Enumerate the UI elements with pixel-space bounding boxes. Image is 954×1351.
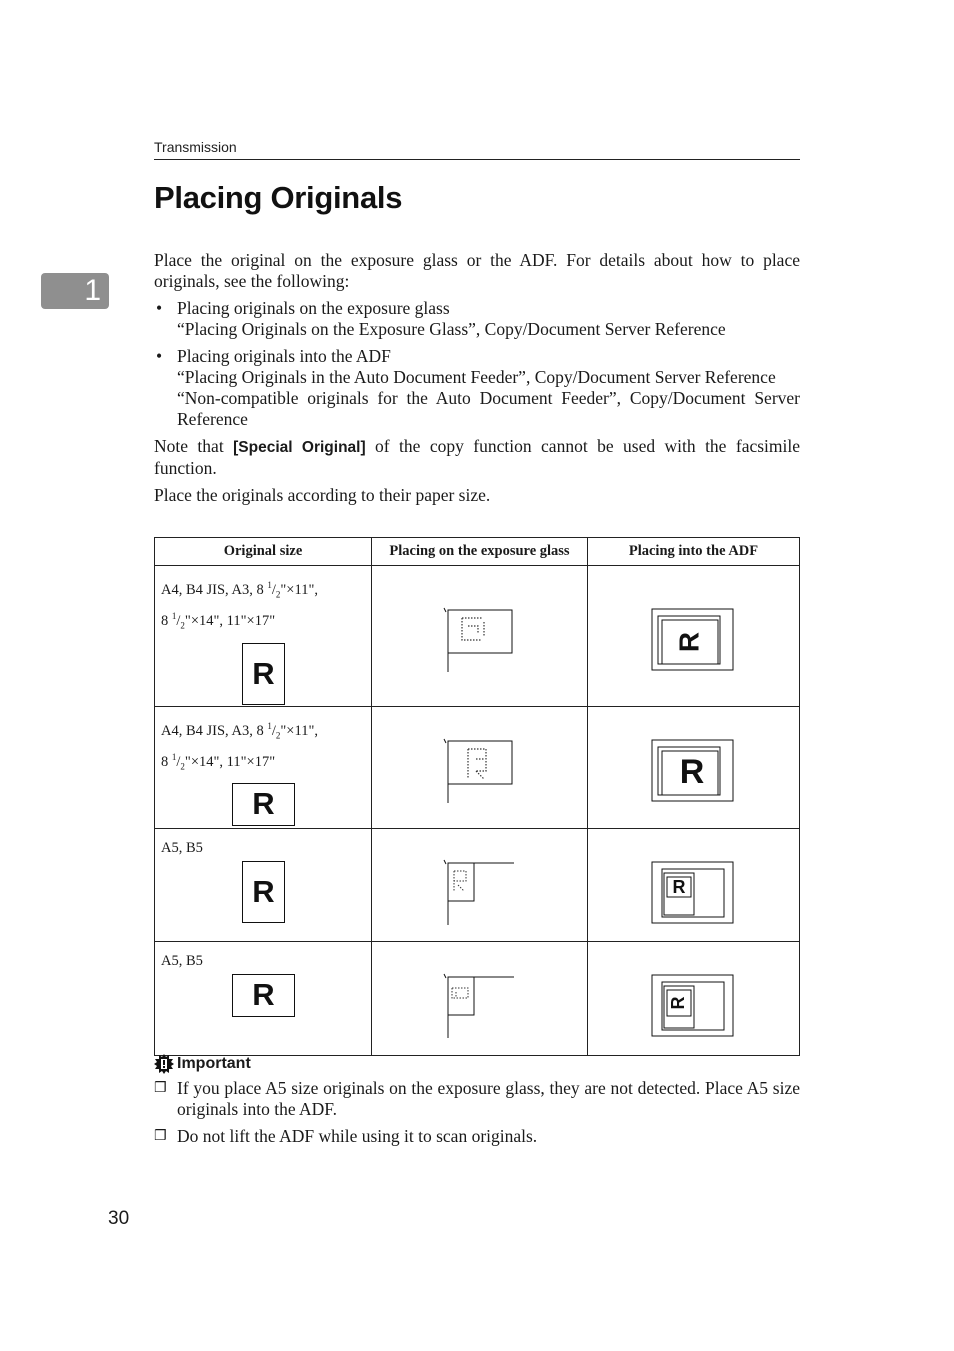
checkbox-icon: ❒: [154, 1080, 167, 1096]
svg-text:R: R: [672, 876, 686, 897]
intro-paragraph: Place the original on the exposure glass or the ADF. For details about how to place originals, see the following:: [154, 250, 800, 291]
exposure-glass-diagram-icon: [372, 566, 586, 698]
note-text: Note that: [154, 436, 234, 456]
bullet-marker: •: [156, 346, 163, 366]
bullet-label: Placing originals on the exposure glass: [177, 298, 450, 318]
page-number: 30: [108, 1208, 130, 1229]
table-row: [155, 828, 800, 941]
reference-text: “Non-compatible originals for the Auto Document Feeder”, Copy/Document Server Reference: [177, 388, 800, 429]
table-row: [155, 707, 800, 828]
original-r-icon: R: [242, 643, 285, 705]
original-r-icon: R: [242, 861, 285, 923]
adf-diagram-icon: [588, 566, 798, 698]
bullet-adf: [154, 346, 800, 430]
exposure-glass-diagram-icon: [372, 942, 586, 1054]
adf-diagram-icon: [588, 942, 798, 1054]
adf-cell: [587, 566, 799, 707]
glass-cell: [372, 828, 588, 941]
adf-diagram-icon: [588, 707, 798, 819]
reference-text: “Placing Originals on the Exposure Glass”, Copy/Document Server Reference: [177, 319, 726, 339]
exposure-glass-diagram-icon: [372, 829, 586, 940]
important-item: [154, 1126, 800, 1147]
important-item-text: If you place A5 size originals on the exposure glass, they are not detected. Place A5 size originals into the ADF.: [177, 1078, 800, 1119]
adf-cell: [587, 941, 799, 1055]
size-label: A4, B4 JIS, A3, 8 $^1/_2"\times 11$", 8 $^1/_2"\times 14$", 11"×17": [161, 721, 318, 772]
note-text: of the copy function cannot be used with the facsimile function.: [154, 436, 801, 478]
reference-text: “Placing Originals in the Auto Document Feeder”, Copy/Document Server Reference: [177, 367, 776, 387]
important-item: [154, 1078, 800, 1120]
note-paragraph: [154, 436, 800, 479]
size-label: A5, B5: [161, 952, 203, 969]
page-title: Placing Originals: [154, 180, 403, 215]
size-label: A5, B5: [161, 839, 203, 856]
adf-cell: [587, 707, 799, 828]
important-item-text: Do not lift the ADF while using it to scan originals.: [177, 1126, 538, 1146]
checkbox-icon: ❒: [154, 1128, 167, 1144]
important-icon: [154, 1054, 174, 1074]
table-row: [155, 566, 800, 707]
svg-text:R: R: [673, 631, 705, 653]
glass-cell: [372, 707, 588, 828]
column-header: Original size: [155, 538, 372, 566]
place-paragraph: Place the originals according to their paper size.: [154, 485, 491, 505]
chapter-tab: 1: [41, 273, 109, 309]
important-label: Important: [177, 1055, 251, 1072]
svg-text:R: R: [668, 996, 689, 1010]
table-header-row: [155, 538, 800, 566]
exposure-glass-diagram-icon: [372, 707, 586, 819]
column-header: Placing on the exposure glass: [372, 538, 588, 566]
adf-diagram-icon: [588, 829, 798, 940]
original-size-table: [154, 537, 800, 1056]
bullet-exposure-glass: [154, 298, 800, 340]
running-header: Transmission: [154, 139, 237, 155]
glass-cell: [372, 566, 588, 707]
important-list: [154, 1078, 800, 1153]
size-cell: [155, 566, 372, 707]
column-header: Placing into the ADF: [587, 538, 799, 566]
header-rule: [154, 159, 800, 160]
adf-cell: [587, 828, 799, 941]
important-heading: [154, 1054, 251, 1074]
table-row: [155, 941, 800, 1055]
body-content: [154, 250, 800, 506]
size-cell: [155, 707, 372, 828]
bullet-label: Placing originals into the ADF: [177, 346, 391, 366]
glass-cell: [372, 941, 588, 1055]
bullet-marker: •: [156, 298, 163, 318]
original-r-icon: R: [232, 974, 295, 1017]
size-cell: [155, 941, 372, 1055]
size-label: A4, B4 JIS, A3, 8 $^1/_2"\times 11$", 8 $^1/_2"\times 14$", 11"×17": [161, 580, 318, 631]
svg-text:R: R: [680, 753, 705, 792]
size-cell: [155, 828, 372, 941]
original-r-icon: R: [232, 783, 295, 826]
special-original-key: [Special Original]: [233, 439, 366, 456]
